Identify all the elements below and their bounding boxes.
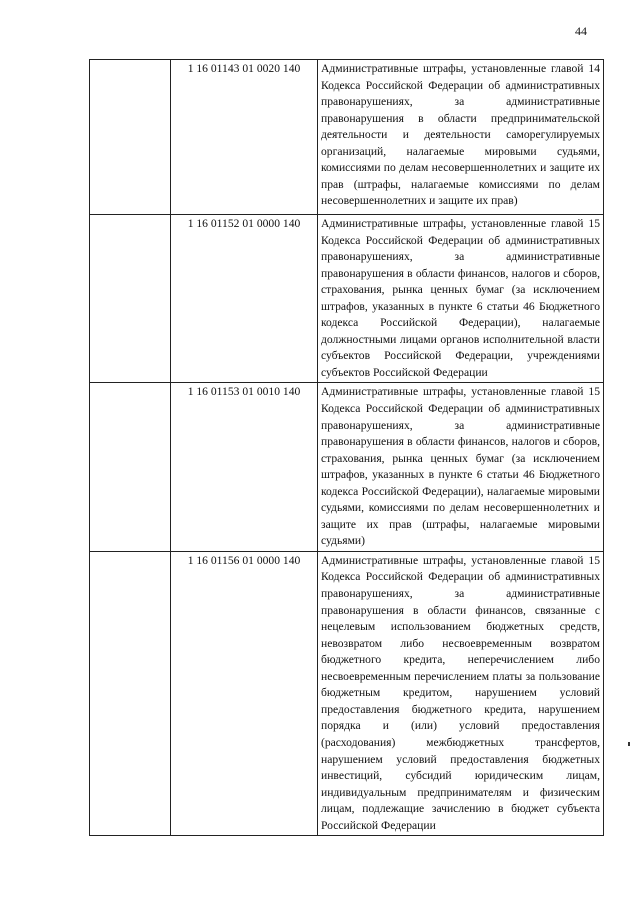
table-row [90, 383, 604, 551]
table-row [90, 60, 604, 215]
classification-code: 1 16 01153 01 0010 140 [171, 383, 318, 551]
empty-cell [90, 383, 171, 551]
empty-cell [90, 551, 171, 835]
classification-code: 1 16 01143 01 0020 140 [171, 60, 318, 215]
revenue-description: Административные штрафы, установленные главой 14 Кодекса Российской Федерации об административных правонарушениях, за административные правонарушения в области предпринимательской деятельности и деятельности саморегулируемых организаций, налагаемые мировыми судьями, комиссиями по делам несовершеннолетних и защите их прав (штрафы, налагаемые комиссиями по делам несовершеннолетних и защите их прав) [318, 60, 604, 215]
empty-cell [90, 215, 171, 383]
classification-code: 1 16 01156 01 0000 140 [171, 551, 318, 835]
revenue-description: Административные штрафы, установленные главой 15 Кодекса Российской Федерации об административных правонарушениях, за административные правонарушения в области финансов, налогов и сборов, страхования, рынка ценных бумаг (за исключением штрафов, указанных в пункте 6 статьи 46 Бюджетного кодекса Российской Федерации), налагаемые мировыми судьями, комиссиями по делам несовершеннолетних и защите их прав (штрафы, налагаемые мировыми судьями) [318, 383, 604, 551]
revenue-description: Административные штрафы, установленные главой 15 Кодекса Российской Федерации об административных правонарушениях, за административные правонарушения в области финансов, связанные с нецелевым использованием бюджетных средств, невозвратом либо несвоевременным возвратом бюджетного кредита, неперечислением либо несвоевременным перечислением платы за пользование бюджетным кредитом, нарушением условий предоставления бюджетного кредита, нарушением порядка и (или) условий предоставления (расходования) межбюджетных трансфертов, нарушением условий предоставления бюджетных инвестиций, субсидий юридическим лицам, индивидуальным предпринимателям и физическим лицам, подлежащие зачислению в бюджет субъекта Российской Федерации [318, 551, 604, 835]
budget-classification-table [89, 59, 604, 836]
margin-mark [628, 742, 630, 746]
empty-cell [90, 60, 171, 215]
classification-code: 1 16 01152 01 0000 140 [171, 215, 318, 383]
page-number: 44 [575, 24, 587, 38]
table-row [90, 551, 604, 835]
revenue-description: Административные штрафы, установленные главой 15 Кодекса Российской Федерации об административных правонарушениях, за административные правонарушения в области финансов, налогов и сборов, страхования, рынка ценных бумаг (за исключением штрафов, указанных в пункте 6 статьи 46 Бюджетного кодекса Российской Федерации), налагаемые должностными лицами органов исполнительной власти субъектов Российской Федерации, учреждениями субъектов Российской Федерации [318, 215, 604, 383]
table-row [90, 215, 604, 383]
